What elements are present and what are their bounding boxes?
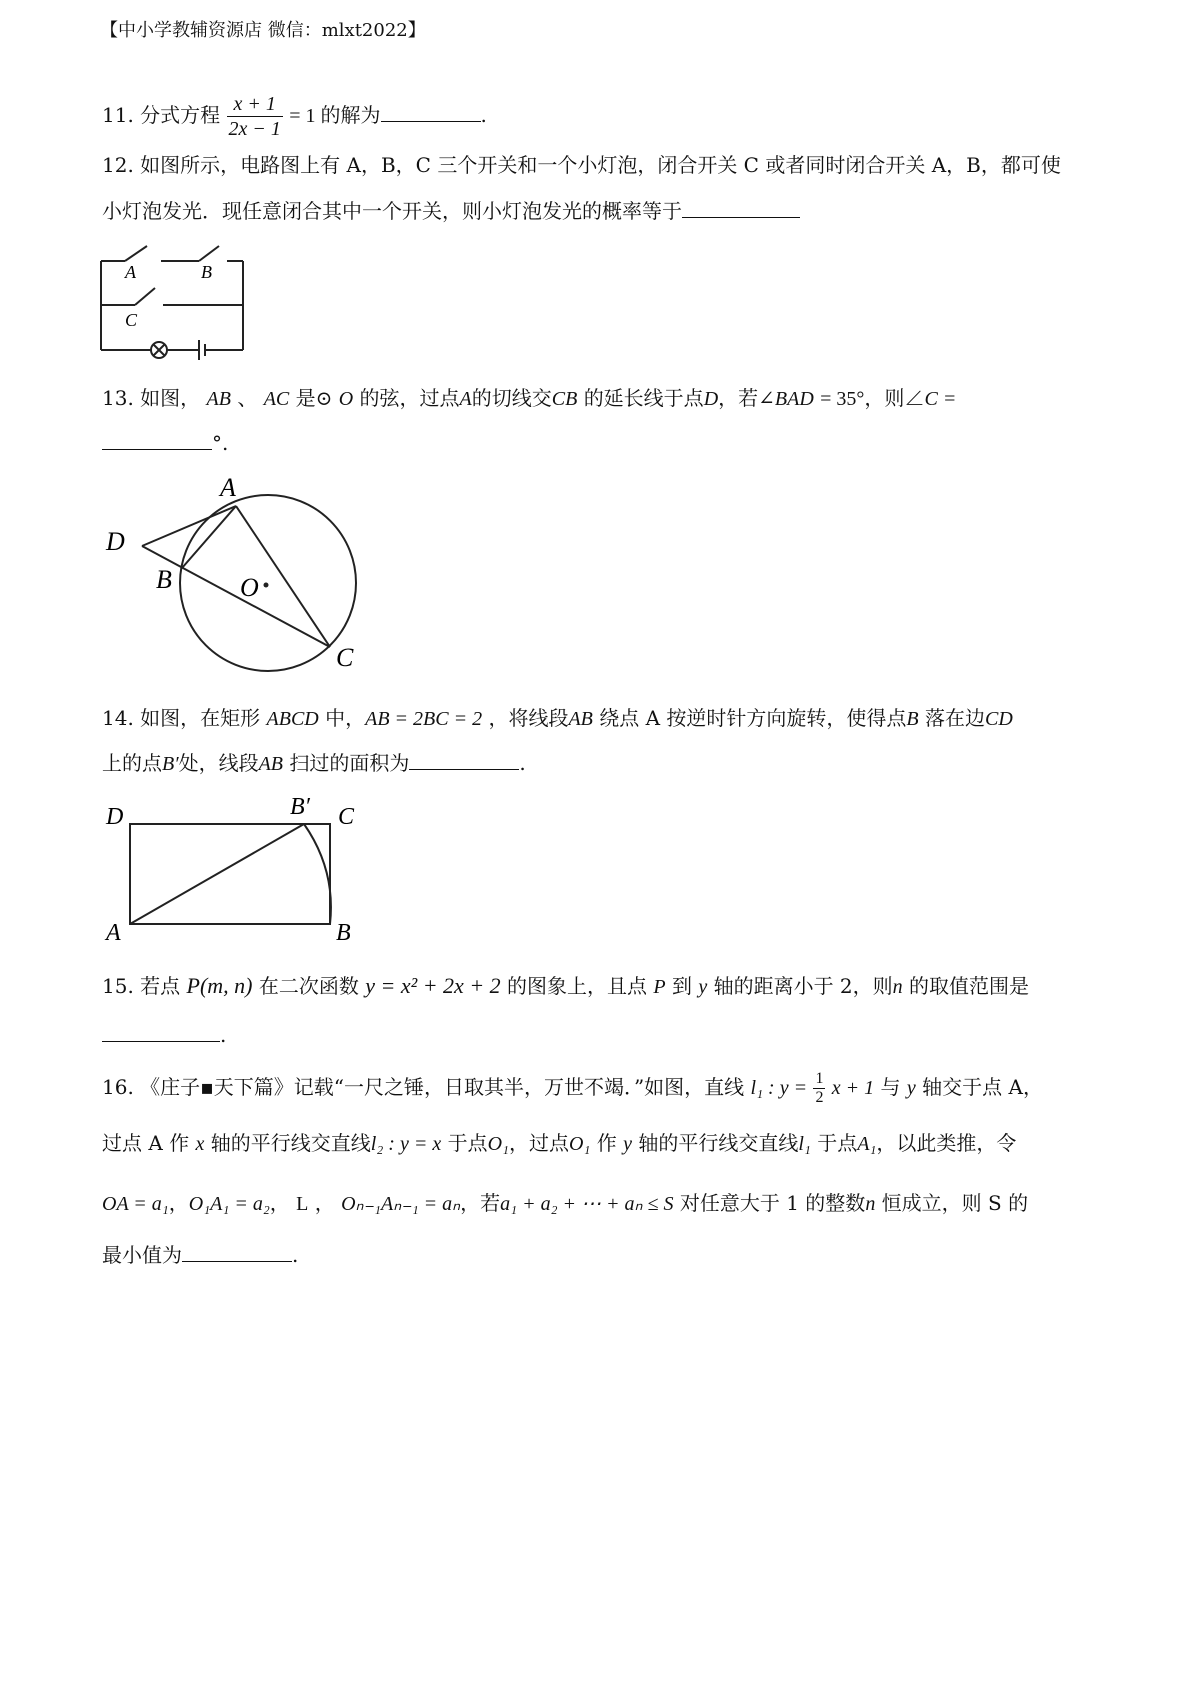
q16-text: 恒成立，则 S 的: [881, 1191, 1029, 1215]
q15-line-1: [102, 973, 1029, 1000]
q16-line-l2: l₂ : y = x: [370, 1133, 442, 1155]
q13-text: 的切线交: [471, 386, 552, 410]
q16-text: 作: [596, 1131, 617, 1155]
q14-abcd: ABCD: [266, 708, 319, 730]
q14-answer-blank: [409, 751, 519, 770]
q13-c: C: [924, 388, 938, 410]
q13-ac: AC: [263, 388, 290, 410]
q16-text: 16. 《庄子▪天下篇》记载“一尺之锤，日取其半，万世不竭．”如图，直线: [102, 1075, 745, 1099]
q16-end: .: [292, 1243, 299, 1267]
q14-ab: AB: [258, 753, 284, 775]
q13-text: ，若∠: [718, 386, 775, 410]
q13-a: A: [459, 388, 472, 410]
q11-fraction: [227, 92, 283, 141]
label-a: A: [220, 473, 236, 502]
q16-x: x: [195, 1133, 205, 1155]
q16-line-2: [102, 1130, 1016, 1157]
circuit-label-b: B: [201, 262, 212, 282]
label-b: B: [336, 920, 351, 945]
q12-line-2-text: 小灯泡发光．现任意闭合其中一个开关，则小灯泡发光的概率等于: [102, 199, 682, 223]
q13-answer-blank: [102, 431, 212, 450]
q16-text: 与: [880, 1075, 901, 1099]
q11-number: 11.: [102, 103, 134, 127]
q15-text: 的取值范围是: [909, 974, 1030, 998]
q16-answer-blank: [182, 1243, 292, 1262]
q16-fraction-denominator: 2: [815, 1089, 824, 1106]
q11-end: .: [480, 103, 487, 127]
q16-half-fraction: [813, 1070, 825, 1107]
q14-end: .: [519, 751, 526, 775]
q13-text: 的延长线于点: [583, 386, 704, 410]
q15-text: 到: [671, 974, 692, 998]
q11-prefix: 分式方程: [140, 103, 221, 127]
rectangle-diagram: [100, 790, 370, 945]
q16-text: 过点 A 作: [102, 1131, 190, 1155]
label-c: C: [336, 643, 354, 672]
q16-line-1: [102, 1070, 1043, 1107]
q11-answer-blank: [381, 103, 481, 122]
q13-o: O: [338, 388, 354, 410]
q16-line-l1-rest: x + 1: [831, 1077, 875, 1099]
q16-n: n: [865, 1193, 876, 1215]
q14-text: 上的点: [102, 751, 162, 775]
q14-cd: CD: [985, 708, 1013, 730]
question-11: [102, 92, 487, 141]
q14-bprime: B′: [162, 753, 179, 775]
q16-text: 轴的平行线交直线: [210, 1131, 371, 1155]
q13-text: 、: [237, 386, 258, 410]
q14-text: 绕点 A 按逆时针方向旋转，使得点: [599, 706, 907, 730]
q16-o1: O₁: [487, 1133, 509, 1155]
q16-ellipsis-glyph: L: [296, 1193, 309, 1215]
q14-text: 14. 如图，在矩形: [102, 706, 261, 730]
q16-line-3: [102, 1190, 1028, 1217]
q16-text: ，若: [460, 1191, 501, 1215]
q13-text: 13. 如图，: [102, 386, 201, 410]
q13-line-2: [102, 430, 228, 456]
q13-text: = 35°，则∠: [820, 388, 925, 410]
label-o: O: [240, 573, 259, 602]
q15-text: 在二次函数: [258, 974, 359, 998]
q14-text: 处，线段: [178, 751, 259, 775]
q14-b: B: [906, 708, 919, 730]
q15-text: 15. 若点: [102, 974, 181, 998]
q14-text: 扫过的面积为: [289, 751, 410, 775]
circuit-diagram: [95, 238, 255, 363]
q16-text: 轴的平行线交直线: [638, 1131, 799, 1155]
q15-line-2: [102, 1022, 226, 1048]
label-d: D: [106, 527, 125, 556]
q14-equation: AB = 2BC = 2: [365, 708, 483, 730]
q12-answer-blank: [682, 199, 800, 218]
q14-text: 落在边: [925, 706, 985, 730]
q11-denominator: 2x − 1: [228, 118, 281, 140]
q16-text: ，过点: [508, 1131, 569, 1155]
q14-line-1: [102, 705, 1013, 732]
q16-text: ，: [269, 1191, 290, 1215]
label-b: B: [156, 565, 172, 594]
q16-text: 于点: [447, 1131, 488, 1155]
circle-symbol: ⊙: [315, 386, 333, 410]
q16-l1: l₁: [798, 1133, 811, 1155]
q16-o1: O₁: [568, 1133, 591, 1155]
circuit-label-c: C: [125, 310, 138, 330]
q15-text: 的图象上，且点: [507, 974, 648, 998]
q12-line-1: 12. 如图所示，电路图上有 A，B，C 三个开关和一个小灯泡，闭合开关 C 或者同时闭合开关 A，B，都可使: [102, 153, 1061, 177]
q16-general-term: Oₙ₋₁Aₙ₋₁ = aₙ: [341, 1193, 461, 1215]
q13-d: D: [703, 388, 719, 410]
q16-a1: A₁: [857, 1133, 877, 1155]
q13-degree-end: °.: [212, 431, 229, 455]
label-b-prime: B′: [290, 794, 310, 820]
q16-oa: OA = a₁: [102, 1193, 169, 1215]
q15-point: P(m, n): [186, 973, 253, 998]
q13-bad: BAD: [774, 388, 814, 410]
q11-equals: = 1 的解为: [289, 105, 381, 127]
label-a: A: [106, 920, 121, 945]
q16-text: ，以此类推，令: [876, 1131, 1017, 1155]
q16-text: 最小值为: [102, 1243, 182, 1267]
q13-text: 的弦，过点: [359, 386, 460, 410]
page-header: 【中小学教辅资源店 微信：mlxt2022】: [100, 20, 426, 41]
q13-ab: AB: [206, 388, 231, 410]
q16-text: 对任意大于 1 的整数: [679, 1191, 866, 1215]
q14-text: ，将线段: [488, 706, 569, 730]
q15-function: y = x² + 2x + 2: [365, 973, 501, 998]
q16-o1a1: O₁A₁ = a₂: [188, 1193, 270, 1215]
q16-y: y: [906, 1077, 916, 1099]
q14-text: 中，: [325, 706, 366, 730]
label-c: C: [338, 804, 355, 830]
q11-numerator: x + 1: [227, 92, 283, 117]
q15-y: y: [698, 976, 708, 998]
q16-line-4: [102, 1242, 298, 1268]
q13-text: =: [944, 388, 956, 410]
q16-text: ，: [168, 1191, 189, 1215]
q14-ab: AB: [568, 708, 593, 730]
q16-text: ，: [314, 1191, 335, 1215]
q12-line-2: [102, 198, 800, 224]
center-point: [264, 583, 269, 588]
q16-text: 于点: [817, 1131, 858, 1155]
q15-end: .: [220, 1023, 227, 1047]
q13-text: 是: [295, 386, 316, 410]
circle-diagram: [100, 470, 370, 685]
q16-line-l1: l₁ : y =: [750, 1077, 808, 1099]
q16-sum-inequality: a₁ + a₂ + ⋯ + aₙ ≤ S: [500, 1193, 674, 1215]
q13-line-1: [102, 385, 955, 412]
q14-line-2: [102, 750, 526, 777]
label-d: D: [106, 804, 124, 830]
q15-n: n: [892, 976, 903, 998]
q13-cb: CB: [551, 388, 578, 410]
q16-y: y: [623, 1133, 632, 1155]
q15-p: P: [653, 976, 666, 998]
q16-text: 轴交于点 A，: [922, 1075, 1043, 1099]
q15-answer-blank: [102, 1023, 220, 1042]
q15-text: 轴的距离小于 2，则: [713, 974, 893, 998]
circuit-label-a: A: [125, 262, 136, 282]
q16-fraction-numerator: 1: [815, 1070, 824, 1087]
